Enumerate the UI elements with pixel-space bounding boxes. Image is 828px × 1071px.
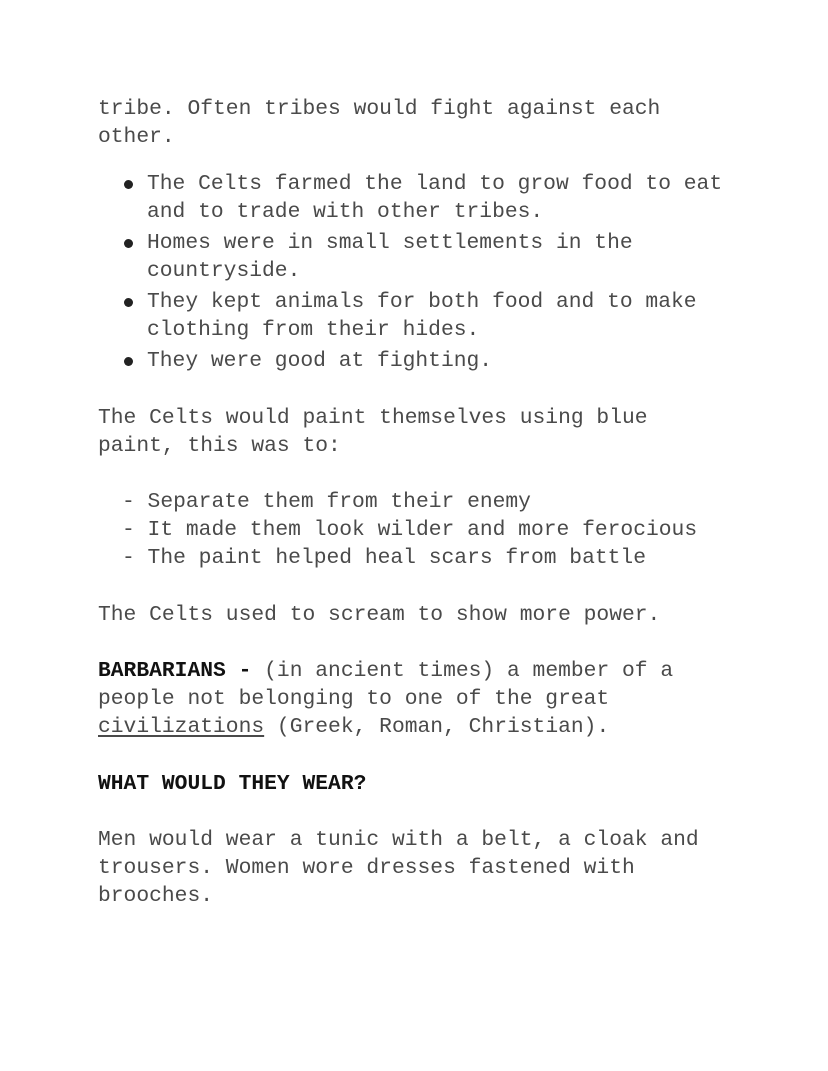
barbarians-definition: (in ancient times) a member of a [251, 659, 674, 683]
list-item-text: countryside. [147, 259, 301, 283]
list-item-text: Homes were in small settlements in the [147, 231, 633, 255]
wear-line-3: brooches. [98, 884, 214, 908]
list-item-text: They were good at fighting. [147, 349, 493, 373]
wear-line-1: Men would wear a tunic with a belt, a cloak and [98, 828, 699, 852]
intro-line-1: tribe. Often tribes would fight against each [98, 97, 661, 121]
bullet-icon [124, 239, 133, 248]
wear-line-2: trousers. Women wore dresses fastened with [98, 856, 635, 880]
barbarians-line-2: people not belonging to one of the great [98, 687, 610, 711]
intro-line-2: other. [98, 125, 175, 149]
barbarians-term: BARBARIANS - [98, 659, 252, 683]
list-item-text: The Celts farmed the land to grow food to eat [147, 172, 723, 196]
civilizations-link[interactable]: civilizations [98, 715, 265, 739]
list-item-text: clothing from their hides. [147, 318, 480, 342]
list-item-text: They kept animals for both food and to make [147, 290, 697, 314]
list-item-text: and to trade with other tribes. [147, 200, 544, 224]
barbarians-line-1 [98, 657, 673, 685]
bullet-icon [124, 357, 133, 366]
wear-heading: WHAT WOULD THEY WEAR? [98, 772, 367, 796]
dash-item: - The paint helped heal scars from battle [122, 546, 646, 570]
barbarians-line-3 [98, 713, 609, 741]
barbarians-definition-end: (Greek, Roman, Christian). [264, 715, 610, 739]
dash-item: - It made them look wilder and more ferocious [122, 518, 698, 542]
bullet-icon [124, 180, 133, 189]
dash-item: - Separate them from their enemy [122, 490, 531, 514]
scream-paragraph: The Celts used to scream to show more power. [98, 603, 661, 627]
paint-line-1: The Celts would paint themselves using blue [98, 406, 648, 430]
bullet-icon [124, 298, 133, 307]
paint-line-2: paint, this was to: [98, 434, 341, 458]
